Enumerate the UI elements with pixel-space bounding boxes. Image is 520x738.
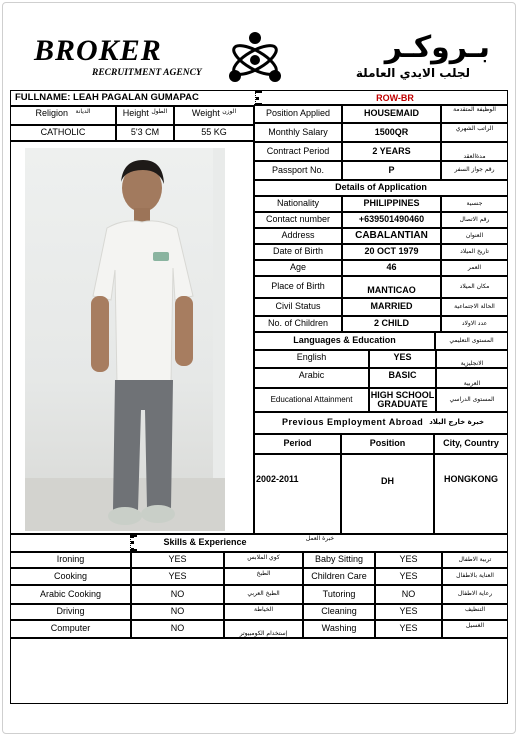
skill-driving-label: Driving	[10, 604, 131, 620]
reference-code: ROW-BR	[376, 92, 414, 103]
skill-arabic-cooking-value: NO	[131, 585, 224, 604]
weight-value: 55 KG	[174, 125, 254, 141]
detail-nationality-label: Nationality	[254, 196, 342, 212]
skill-cleaning-value: YES	[375, 604, 442, 620]
skill-cooking-value: YES	[131, 568, 224, 585]
passport-value: P	[342, 161, 441, 180]
skill-driving-ar: الخياطة	[224, 604, 303, 620]
skill-babysitting-label: Baby Sitting	[303, 552, 375, 568]
salary-value: 1500QR	[342, 123, 441, 142]
skill-washing-value: YES	[375, 620, 442, 638]
skill-childcare-ar: العناية بالاطفال	[442, 568, 508, 585]
arabic-label: Arabic	[254, 368, 369, 388]
detail-address-ar: العنوان	[441, 228, 508, 244]
religion-value: CATHOLIC	[10, 125, 116, 141]
height-value: 5'3 CM	[116, 125, 174, 141]
skill-arabic-cooking-ar: الطبخ العربي	[224, 585, 303, 604]
height-label-ar: الطول	[151, 108, 168, 115]
detail-nationality-value: PHILIPPINES	[342, 196, 441, 212]
employment-title-cell	[254, 412, 508, 434]
detail-address-label: Address	[254, 228, 342, 244]
detail-dob-label: Date of Birth	[254, 244, 342, 260]
brand-logo-en	[34, 36, 210, 82]
skills-title-ar: خبرة العمل	[305, 535, 335, 543]
position-label: Position Applied	[254, 104, 342, 123]
detail-pob-value: MANTICAO	[342, 276, 441, 298]
skills-title: Skills & Experience	[163, 537, 247, 548]
details-title: Details of Application	[254, 180, 508, 196]
skill-ironing-ar: كوي الملابس	[224, 552, 303, 568]
weight-label-ar: الوزن	[222, 108, 237, 115]
height-label-cell	[116, 106, 174, 125]
notes-area	[10, 638, 508, 704]
height-label: Height	[122, 108, 149, 118]
position-label-ar: الوظيفة المتقدمة	[441, 104, 508, 123]
skill-cooking-label: Cooking	[10, 568, 131, 585]
brand-subtitle-en: RECRUITMENT AGENCY	[92, 68, 202, 78]
skill-tutoring-label: Tutoring	[303, 585, 375, 604]
english-label-ar: الانجليزية	[436, 350, 508, 368]
salary-label: Monthly Salary	[254, 123, 342, 142]
skill-tutoring-ar: رعاية الاطفال	[442, 585, 508, 604]
weight-label-cell	[174, 106, 254, 125]
skill-babysitting-ar: تربية الاطفال	[442, 552, 508, 568]
skill-childcare-value: YES	[375, 568, 442, 585]
detail-civil-ar: الحالة الاجتماعية	[441, 298, 508, 316]
detail-pob-ar: مكان الميلاد	[441, 276, 508, 298]
employment-period-header: Period	[254, 434, 341, 454]
skills-title-divider	[130, 534, 134, 552]
skill-computer-ar: إستخدام الكومبيوتر	[224, 620, 303, 638]
detail-contact-ar: رقم الاتصال	[441, 212, 508, 228]
weight-label: Weight	[191, 108, 220, 118]
detail-age-ar: العمر	[441, 260, 508, 276]
education-attainment-value: HIGH SCHOOL GRADUATE	[369, 388, 436, 412]
detail-dob-value: 20 OCT 1979	[342, 244, 441, 260]
skill-childcare-label: Children Care	[303, 568, 375, 585]
detail-pob-label: Place of Birth	[254, 276, 342, 298]
position-value: HOUSEMAID	[342, 104, 441, 123]
religion-label: Religion	[35, 108, 68, 118]
detail-dob-ar: تاريخ الميلاد	[441, 244, 508, 260]
skill-cleaning-ar: التنظيف	[442, 604, 508, 620]
english-value: YES	[369, 350, 436, 368]
detail-civil-value: MARRIED	[342, 298, 441, 316]
education-title-ar: المستوى التعليمي	[435, 332, 508, 350]
arabic-value: BASIC	[369, 368, 436, 388]
brand-subtitle-ar: لجلب الايدي العاملة	[355, 66, 470, 80]
skill-arabic-cooking-label: Arabic Cooking	[10, 585, 131, 604]
employment-period-value: 2002-2011	[254, 454, 341, 534]
fullname-label: FULLNAME: LEAH PAGALAN GUMAPAC	[15, 92, 199, 104]
detail-contact-label: Contact number	[254, 212, 342, 228]
employment-title: Previous Employment Abroad	[282, 417, 424, 428]
applicant-photo	[25, 148, 225, 531]
skill-tutoring-value: NO	[375, 585, 442, 604]
detail-civil-label: Civil Status	[254, 298, 342, 316]
education-title: Languages & Education	[254, 332, 435, 350]
detail-children-value: 2 CHILD	[342, 316, 441, 332]
detail-age-label: Age	[254, 260, 342, 276]
skill-ironing-value: YES	[131, 552, 224, 568]
detail-children-label: No. of Children	[254, 316, 342, 332]
employment-title-ar: خبرة خارج البلاد	[429, 418, 485, 427]
applicant-figure-image	[25, 148, 225, 531]
religion-label-ar: الديانة	[75, 108, 91, 115]
employment-country-header: City, Country	[434, 434, 508, 454]
arabic-label-ar: العربية	[436, 368, 508, 388]
skill-cooking-ar: الطبخ	[224, 568, 303, 585]
passport-label-ar: رقم جواز السفر	[441, 161, 508, 180]
skill-washing-ar: الغسيل	[442, 620, 508, 638]
skill-cleaning-label: Cleaning	[303, 604, 375, 620]
salary-label-ar: الراتب الشهري	[441, 123, 508, 142]
skill-washing-label: Washing	[303, 620, 375, 638]
atom-logo-icon	[226, 30, 284, 86]
english-label: English	[254, 350, 369, 368]
brand-name-en: BROKER	[34, 34, 162, 67]
skill-babysitting-value: YES	[375, 552, 442, 568]
religion-label-cell	[10, 106, 116, 125]
detail-nationality-ar: جنسية	[441, 196, 508, 212]
contract-value: 2 YEARS	[342, 142, 441, 161]
skill-computer-label: Computer	[10, 620, 131, 638]
passport-label: Passport No.	[254, 161, 342, 180]
skill-driving-value: NO	[131, 604, 224, 620]
employment-position-header: Position	[341, 434, 434, 454]
education-attainment-label: Educational Attainment	[254, 388, 369, 412]
skill-ironing-label: Ironing	[10, 552, 131, 568]
detail-contact-value: +639501490460	[342, 212, 441, 228]
employment-country-value: HONGKONG	[434, 454, 508, 534]
skill-computer-value: NO	[131, 620, 224, 638]
employment-position-value: DH	[341, 454, 434, 534]
brand-name-ar: بـروكـر	[384, 30, 490, 65]
detail-age-value: 46	[342, 260, 441, 276]
detail-children-ar: عدد الاولاد	[441, 316, 508, 332]
contract-label: Contract Period	[254, 142, 342, 161]
detail-address-value: CABALANTIAN	[342, 228, 441, 244]
education-attainment-ar: المستوى الدراسي	[436, 388, 508, 412]
contract-label-ar: مدةالعقد	[441, 142, 508, 161]
